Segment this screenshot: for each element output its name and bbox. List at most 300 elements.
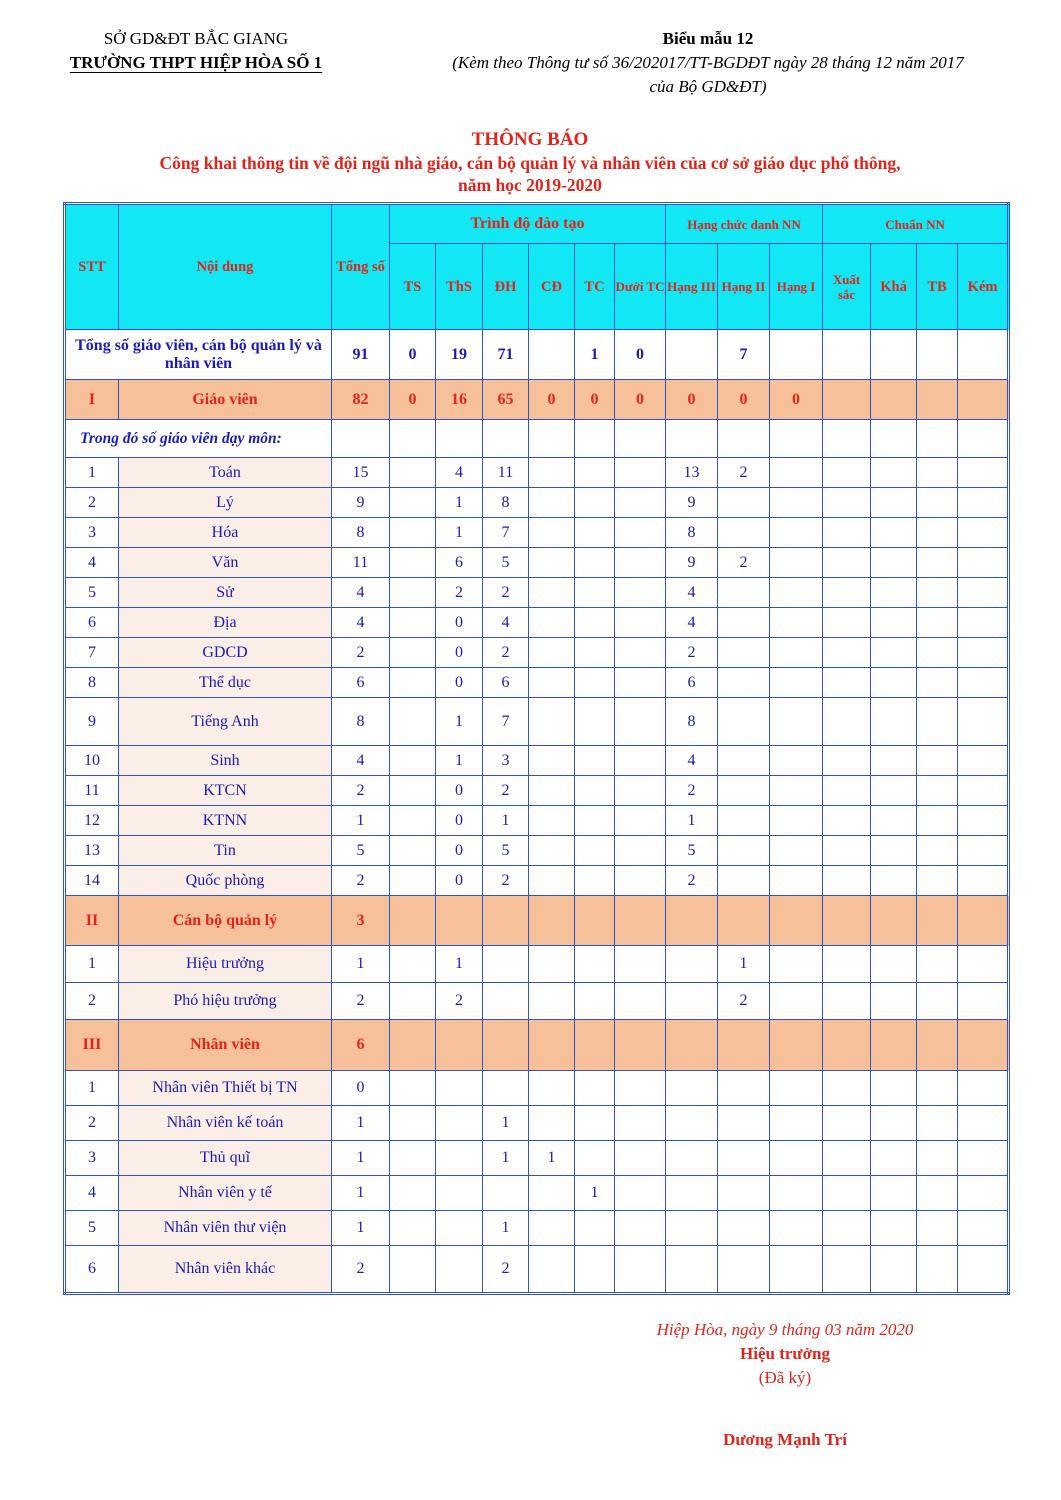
table-row	[65, 1071, 1009, 1106]
row-stt: 11	[65, 776, 119, 806]
table-row	[65, 668, 1009, 698]
cell-hạng-ii	[718, 866, 770, 896]
cell-hạng-i	[770, 1176, 823, 1211]
table-row	[65, 548, 1009, 578]
cell-ths: 1	[436, 698, 483, 746]
row-stt: 2	[65, 1106, 119, 1141]
row-stt: 3	[65, 518, 119, 548]
title-sub-line-2: năm học 2019-2020	[458, 175, 602, 195]
cell-ths: 0	[436, 866, 483, 896]
cell-tb	[917, 380, 958, 420]
cell-đh: 8	[483, 488, 529, 518]
cell-kém	[958, 1020, 1009, 1071]
cell-hạng-iii: 13	[666, 458, 718, 488]
header-group-training: Trình độ đào tạo	[390, 204, 666, 244]
row-label: Nhân viên thư viện	[119, 1211, 332, 1246]
table-row	[65, 420, 1009, 458]
row-stt: 14	[65, 866, 119, 896]
cell-kém	[958, 488, 1009, 518]
cell-xuất-sắc	[823, 776, 871, 806]
cell-ts	[390, 896, 436, 946]
cell-dưới-tc	[615, 1106, 666, 1141]
cell-hạng-i	[770, 896, 823, 946]
row-total: 6	[332, 1020, 390, 1071]
cell-kém	[958, 548, 1009, 578]
cell-cđ	[529, 488, 575, 518]
row-label: Nhân viên khác	[119, 1246, 332, 1294]
cell-dưới-tc	[615, 836, 666, 866]
cell-ts	[390, 578, 436, 608]
cell-tc	[575, 420, 615, 458]
row-stt: 8	[65, 668, 119, 698]
table-row	[65, 836, 1009, 866]
cell-ths: 16	[436, 380, 483, 420]
cell-cđ	[529, 946, 575, 983]
cell-khá	[871, 1020, 917, 1071]
row-label: Sử	[119, 578, 332, 608]
row-total: 1	[332, 1141, 390, 1176]
cell-dưới-tc	[615, 668, 666, 698]
row-total: 2	[332, 1246, 390, 1294]
cell-tc	[575, 578, 615, 608]
cell-kém	[958, 836, 1009, 866]
cell-dưới-tc	[615, 746, 666, 776]
cell-ts	[390, 1176, 436, 1211]
reference-line-1: (Kèm theo Thông tư số 36/202017/TT-BGDĐT ngày 28 tháng 12 năm 2017	[452, 53, 964, 72]
cell-khá	[871, 668, 917, 698]
row-label: Tổng số giáo viên, cán bộ quản lý và nhân viên	[65, 330, 332, 380]
cell-cđ	[529, 983, 575, 1020]
row-label: Sinh	[119, 746, 332, 776]
row-label: Giáo viên	[119, 380, 332, 420]
cell-dưới-tc	[615, 518, 666, 548]
cell-tc	[575, 1141, 615, 1176]
cell-kém	[958, 330, 1009, 380]
cell-đh: 7	[483, 518, 529, 548]
cell-kém	[958, 1176, 1009, 1211]
section-row	[65, 380, 1009, 420]
row-label: KTNN	[119, 806, 332, 836]
row-total: 8	[332, 698, 390, 746]
cell-cđ	[529, 1211, 575, 1246]
header-col-1: ThS	[436, 244, 483, 330]
cell-đh: 71	[483, 330, 529, 380]
row-stt: 13	[65, 836, 119, 866]
cell-kém	[958, 776, 1009, 806]
cell-kém	[958, 638, 1009, 668]
cell-đh	[483, 946, 529, 983]
cell-hạng-ii	[718, 746, 770, 776]
cell-cđ	[529, 578, 575, 608]
cell-xuất-sắc	[823, 896, 871, 946]
cell-tb	[917, 1141, 958, 1176]
row-stt: 1	[65, 458, 119, 488]
cell-hạng-ii	[718, 1071, 770, 1106]
header-group-standard: Chuẩn NN	[823, 204, 1009, 244]
title-main: THÔNG BÁO	[471, 129, 589, 150]
cell-tb	[917, 518, 958, 548]
cell-ts	[390, 1211, 436, 1246]
cell-cđ	[529, 330, 575, 380]
cell-hạng-ii	[718, 896, 770, 946]
cell-hạng-iii: 6	[666, 668, 718, 698]
cell-xuất-sắc	[823, 866, 871, 896]
cell-cđ: 0	[529, 380, 575, 420]
cell-ths	[436, 1106, 483, 1141]
cell-hạng-i	[770, 518, 823, 548]
cell-ths: 1	[436, 488, 483, 518]
cell-hạng-iii: 0	[666, 380, 718, 420]
row-stt: 2	[65, 488, 119, 518]
reference-line-2: của Bộ GD&ĐT)	[649, 77, 767, 96]
row-total	[332, 420, 390, 458]
cell-hạng-iii: 2	[666, 638, 718, 668]
row-label: KTCN	[119, 776, 332, 806]
cell-hạng-iii: 8	[666, 698, 718, 746]
header-col-0: TS	[390, 244, 436, 330]
cell-khá	[871, 866, 917, 896]
cell-hạng-i	[770, 698, 823, 746]
title-sub-line-1: Công khai thông tin về đội ngũ nhà giáo, cán bộ quản lý và nhân viên của cơ sở giáo dục phổ thông,	[159, 153, 901, 173]
cell-hạng-iii	[666, 330, 718, 380]
cell-khá	[871, 420, 917, 458]
cell-cđ	[529, 1020, 575, 1071]
cell-khá	[871, 1176, 917, 1211]
cell-ths: 1	[436, 518, 483, 548]
cell-tc	[575, 608, 615, 638]
signature-block	[580, 1318, 990, 1452]
cell-ts	[390, 746, 436, 776]
header-col-9: Xuất sắc	[823, 244, 871, 330]
cell-hạng-iii	[666, 1071, 718, 1106]
cell-hạng-iii: 2	[666, 866, 718, 896]
cell-hạng-i	[770, 806, 823, 836]
cell-tc: 1	[575, 330, 615, 380]
cell-ths	[436, 1071, 483, 1106]
cell-ths: 0	[436, 608, 483, 638]
cell-đh: 3	[483, 746, 529, 776]
cell-tc	[575, 488, 615, 518]
cell-ths	[436, 896, 483, 946]
table-row	[65, 806, 1009, 836]
row-label: Hóa	[119, 518, 332, 548]
cell-hạng-iii	[666, 1141, 718, 1176]
row-stt: 7	[65, 638, 119, 668]
cell-xuất-sắc	[823, 668, 871, 698]
cell-đh: 4	[483, 608, 529, 638]
form-number: Biểu mẫu 12	[662, 29, 754, 48]
cell-dưới-tc	[615, 946, 666, 983]
cell-kém	[958, 1071, 1009, 1106]
cell-tb	[917, 866, 958, 896]
cell-hạng-i	[770, 1141, 823, 1176]
row-label: Lý	[119, 488, 332, 518]
cell-xuất-sắc	[823, 1071, 871, 1106]
cell-tb	[917, 458, 958, 488]
cell-cđ	[529, 1106, 575, 1141]
cell-kém	[958, 896, 1009, 946]
row-stt: 6	[65, 608, 119, 638]
cell-hạng-ii: 2	[718, 458, 770, 488]
header-col-5: Dưới TC	[615, 244, 666, 330]
cell-đh	[483, 1020, 529, 1071]
cell-ts	[390, 518, 436, 548]
cell-ths	[436, 420, 483, 458]
cell-cđ	[529, 518, 575, 548]
cell-đh: 5	[483, 548, 529, 578]
cell-ts	[390, 488, 436, 518]
cell-hạng-i: 0	[770, 380, 823, 420]
row-label: Cán bộ quản lý	[119, 896, 332, 946]
cell-ths: 0	[436, 668, 483, 698]
cell-tb	[917, 1071, 958, 1106]
cell-dưới-tc	[615, 1141, 666, 1176]
cell-cđ	[529, 836, 575, 866]
place-date: Hiệp Hòa, ngày 9 tháng 03 năm 2020	[656, 1320, 914, 1339]
cell-khá	[871, 1246, 917, 1294]
cell-đh: 65	[483, 380, 529, 420]
table-row	[65, 458, 1009, 488]
cell-hạng-ii	[718, 1211, 770, 1246]
row-total: 4	[332, 746, 390, 776]
cell-tc: 1	[575, 1176, 615, 1211]
row-total: 2	[332, 776, 390, 806]
row-label: Nhân viên Thiết bị TN	[119, 1071, 332, 1106]
cell-tb	[917, 668, 958, 698]
cell-ts	[390, 946, 436, 983]
signed-status: (Đã ký)	[758, 1368, 812, 1387]
cell-hạng-i	[770, 983, 823, 1020]
cell-hạng-ii	[718, 608, 770, 638]
cell-hạng-iii	[666, 1211, 718, 1246]
row-total: 4	[332, 578, 390, 608]
table-row	[65, 866, 1009, 896]
cell-ts	[390, 983, 436, 1020]
cell-ths: 0	[436, 806, 483, 836]
cell-hạng-ii	[718, 578, 770, 608]
cell-ts	[390, 638, 436, 668]
document-title	[40, 128, 1020, 196]
cell-dưới-tc	[615, 488, 666, 518]
cell-xuất-sắc	[823, 946, 871, 983]
cell-ts	[390, 608, 436, 638]
cell-ths: 1	[436, 946, 483, 983]
cell-dưới-tc	[615, 896, 666, 946]
cell-đh	[483, 896, 529, 946]
cell-ts: 0	[390, 330, 436, 380]
row-label: Quốc phòng	[119, 866, 332, 896]
cell-tb	[917, 896, 958, 946]
cell-tb	[917, 608, 958, 638]
cell-ths: 0	[436, 638, 483, 668]
cell-tb	[917, 1246, 958, 1294]
cell-kém	[958, 608, 1009, 638]
cell-đh: 2	[483, 866, 529, 896]
cell-hạng-ii	[718, 776, 770, 806]
cell-kém	[958, 1246, 1009, 1294]
row-stt: 3	[65, 1141, 119, 1176]
cell-dưới-tc	[615, 548, 666, 578]
cell-ts	[390, 1106, 436, 1141]
cell-dưới-tc	[615, 420, 666, 458]
cell-hạng-ii: 7	[718, 330, 770, 380]
row-total: 3	[332, 896, 390, 946]
cell-cđ	[529, 608, 575, 638]
signer-role: Hiệu trưởng	[740, 1344, 830, 1363]
row-stt: II	[65, 896, 119, 946]
cell-tb	[917, 836, 958, 866]
row-total: 2	[332, 983, 390, 1020]
cell-đh	[483, 983, 529, 1020]
cell-kém	[958, 1141, 1009, 1176]
cell-xuất-sắc	[823, 698, 871, 746]
cell-hạng-iii	[666, 983, 718, 1020]
row-stt: 5	[65, 1211, 119, 1246]
cell-tc	[575, 458, 615, 488]
cell-ts	[390, 1246, 436, 1294]
cell-xuất-sắc	[823, 488, 871, 518]
cell-tc	[575, 1071, 615, 1106]
cell-ts	[390, 668, 436, 698]
cell-tb	[917, 1211, 958, 1246]
cell-xuất-sắc	[823, 548, 871, 578]
cell-xuất-sắc	[823, 518, 871, 548]
cell-dưới-tc: 0	[615, 380, 666, 420]
cell-dưới-tc	[615, 1176, 666, 1211]
row-label: Hiệu trưởng	[119, 946, 332, 983]
cell-hạng-iii: 5	[666, 836, 718, 866]
cell-ts	[390, 866, 436, 896]
cell-hạng-iii: 9	[666, 488, 718, 518]
cell-hạng-iii	[666, 1246, 718, 1294]
row-label: Thể dục	[119, 668, 332, 698]
cell-xuất-sắc	[823, 330, 871, 380]
form-reference-block	[378, 27, 1038, 99]
section-row	[65, 896, 1009, 946]
cell-cđ	[529, 458, 575, 488]
school-name: TRƯỜNG THPT HIỆP HÒA SỐ 1	[69, 53, 323, 72]
cell-dưới-tc	[615, 458, 666, 488]
cell-hạng-iii	[666, 1176, 718, 1211]
cell-hạng-ii: 2	[718, 983, 770, 1020]
cell-ths	[436, 1246, 483, 1294]
cell-hạng-ii	[718, 836, 770, 866]
cell-hạng-iii: 9	[666, 548, 718, 578]
cell-hạng-i	[770, 746, 823, 776]
table-row	[65, 578, 1009, 608]
cell-hạng-iii	[666, 1020, 718, 1071]
cell-khá	[871, 746, 917, 776]
cell-ths	[436, 1020, 483, 1071]
row-stt: 1	[65, 1071, 119, 1106]
cell-ts	[390, 836, 436, 866]
cell-tc	[575, 836, 615, 866]
row-label: Thủ quĩ	[119, 1141, 332, 1176]
header-col-12: Kém	[958, 244, 1009, 330]
header-col-11: TB	[917, 244, 958, 330]
cell-xuất-sắc	[823, 806, 871, 836]
cell-khá	[871, 1071, 917, 1106]
cell-kém	[958, 578, 1009, 608]
cell-cđ	[529, 896, 575, 946]
cell-xuất-sắc	[823, 1106, 871, 1141]
header-stt: STT	[65, 204, 119, 330]
row-total: 0	[332, 1071, 390, 1106]
cell-đh: 2	[483, 578, 529, 608]
cell-dưới-tc	[615, 638, 666, 668]
cell-hạng-iii	[666, 420, 718, 458]
row-stt: III	[65, 1020, 119, 1071]
row-label: Tiếng Anh	[119, 698, 332, 746]
cell-hạng-iii: 1	[666, 806, 718, 836]
cell-khá	[871, 548, 917, 578]
cell-xuất-sắc	[823, 638, 871, 668]
cell-ths: 19	[436, 330, 483, 380]
cell-tb	[917, 1020, 958, 1071]
cell-hạng-i	[770, 578, 823, 608]
cell-khá	[871, 1211, 917, 1246]
cell-khá	[871, 518, 917, 548]
cell-kém	[958, 420, 1009, 458]
row-stt: 6	[65, 1246, 119, 1294]
cell-ts	[390, 548, 436, 578]
cell-kém	[958, 698, 1009, 746]
cell-cđ	[529, 638, 575, 668]
cell-hạng-i	[770, 1246, 823, 1294]
cell-tb	[917, 488, 958, 518]
cell-hạng-i	[770, 776, 823, 806]
cell-tb	[917, 420, 958, 458]
cell-khá	[871, 698, 917, 746]
cell-hạng-ii	[718, 1020, 770, 1071]
cell-hạng-ii	[718, 1246, 770, 1294]
cell-khá	[871, 380, 917, 420]
cell-đh	[483, 1071, 529, 1106]
cell-đh: 1	[483, 1211, 529, 1246]
cell-kém	[958, 1211, 1009, 1246]
cell-xuất-sắc	[823, 983, 871, 1020]
row-total: 91	[332, 330, 390, 380]
table-row	[65, 638, 1009, 668]
cell-đh: 1	[483, 806, 529, 836]
cell-tc	[575, 638, 615, 668]
row-total: 1	[332, 946, 390, 983]
row-stt: 2	[65, 983, 119, 1020]
cell-kém	[958, 983, 1009, 1020]
cell-hạng-i	[770, 836, 823, 866]
cell-khá	[871, 638, 917, 668]
cell-tc	[575, 1106, 615, 1141]
cell-xuất-sắc	[823, 1211, 871, 1246]
cell-ths	[436, 1211, 483, 1246]
cell-xuất-sắc	[823, 1246, 871, 1294]
cell-tb	[917, 638, 958, 668]
header-col-8: Hạng I	[770, 244, 823, 330]
cell-tc	[575, 896, 615, 946]
cell-ts	[390, 776, 436, 806]
table-row	[65, 1246, 1009, 1294]
header-col-3: CĐ	[529, 244, 575, 330]
header-content: Nội dung	[119, 204, 332, 330]
cell-cđ	[529, 776, 575, 806]
cell-đh: 6	[483, 668, 529, 698]
cell-tc	[575, 548, 615, 578]
cell-xuất-sắc	[823, 608, 871, 638]
cell-dưới-tc	[615, 866, 666, 896]
cell-xuất-sắc	[823, 1020, 871, 1071]
cell-hạng-iii: 8	[666, 518, 718, 548]
cell-đh	[483, 420, 529, 458]
